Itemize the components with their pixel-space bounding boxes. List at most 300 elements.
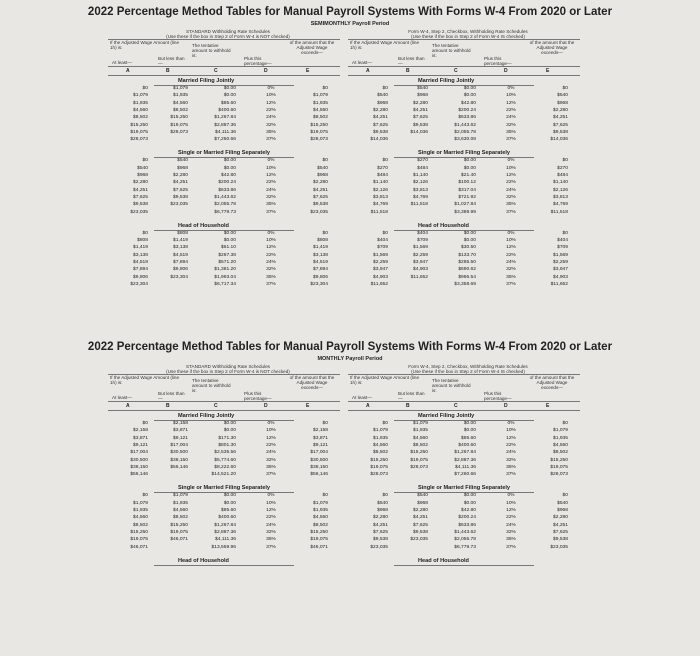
left-month-table-cell: 0% bbox=[267, 493, 275, 499]
left-semi-table-cell: $0.00 bbox=[223, 86, 236, 91]
right-month-table-cell: 32% bbox=[506, 529, 516, 535]
left-semi-col-letter-e: E bbox=[306, 68, 310, 74]
left-month-table-cell: $56,146 bbox=[130, 472, 148, 478]
left-month-table-cell: $1,079 bbox=[173, 493, 188, 499]
right-semi-table-cell: $1,140 bbox=[373, 180, 388, 186]
left-month-table-cell: 24% bbox=[266, 522, 276, 528]
right-semi-table-cell: 12% bbox=[506, 100, 516, 106]
left-month-table-cell: $0.00 bbox=[223, 421, 236, 426]
left-semi-header-rule-top bbox=[108, 39, 340, 40]
right-semi-table-cell: $2,259 bbox=[413, 252, 428, 258]
left-semi-table-cell: $1,935 bbox=[173, 93, 188, 99]
right-month-table-cell: $8,502 bbox=[373, 450, 388, 456]
right-month-table-cell: $0 bbox=[562, 493, 568, 499]
right-semi-table-cell: $4,769 bbox=[413, 194, 428, 200]
left-semi-table-cell: $0 bbox=[142, 86, 148, 91]
left-month-table-cell: $46,071 bbox=[170, 537, 188, 543]
right-month-table-cell: $19,075 bbox=[550, 464, 568, 470]
right-semi-table-cell: $11,652 bbox=[370, 281, 388, 287]
right-month-table-cell: 10% bbox=[506, 500, 516, 506]
left-semi-table-cell: $9,538 bbox=[173, 194, 188, 200]
right-month-table-cell: $0 bbox=[382, 493, 388, 499]
left-month-table-cell: $4,111.36 bbox=[214, 537, 236, 543]
right-month-col-letter-b: B bbox=[406, 403, 410, 409]
right-semi-table-cell: 10% bbox=[506, 165, 516, 171]
right-semi-table-cell: $709 bbox=[557, 245, 568, 251]
right-month-table-cell: $85.60 bbox=[461, 435, 476, 441]
right-semi-table-cell: 24% bbox=[506, 260, 516, 265]
left-semi-table-cell: $6,717.34 bbox=[214, 281, 236, 287]
right-semi-table-cell: 12% bbox=[506, 173, 516, 178]
left-month-table-cell: $1,267.84 bbox=[214, 522, 236, 528]
left-semi-table-cell: $28,073 bbox=[310, 137, 328, 143]
right-semi-table-cell: $0 bbox=[562, 230, 568, 236]
left-month-table-cell: $0 bbox=[322, 421, 328, 426]
left-semi-table-cell: $4,560 bbox=[133, 107, 148, 113]
left-month-table-cell: $46,071 bbox=[130, 544, 148, 550]
right-semi-table-cell: $0 bbox=[562, 158, 568, 164]
right-semi-table-cell: $14,036 bbox=[370, 137, 388, 143]
left-month-table-cell: $38,150 bbox=[170, 457, 188, 463]
right-semi-table-cell: $1,569 bbox=[553, 252, 568, 258]
right-semi-col-letter-d: D bbox=[504, 68, 508, 74]
left-month-table-cell: $1,935 bbox=[173, 500, 188, 506]
right-month-table-cell: $4,560 bbox=[413, 435, 428, 441]
right-semi-table-cell: $484 bbox=[377, 173, 388, 178]
left-semi-table-cell: $61.10 bbox=[221, 245, 236, 251]
left-semi-table-cell: $7,625 bbox=[133, 194, 148, 200]
right-semi-table-cell: $1,569 bbox=[373, 252, 388, 258]
right-semi-table-cell: 10% bbox=[506, 93, 516, 99]
left-month-table-cell: 12% bbox=[266, 508, 276, 513]
right-month-section-heading: Head of Household bbox=[418, 557, 469, 564]
right-semi-table-cell: $968 bbox=[417, 93, 428, 99]
left-month-table-cell: $19,075 bbox=[170, 529, 188, 535]
left-month-table-cell: $3,871 bbox=[173, 428, 188, 434]
right-month-table-cell: $540 bbox=[377, 500, 388, 506]
left-semi-table-cell: $968 bbox=[317, 173, 328, 178]
left-semi-table-cell: $1,079 bbox=[173, 86, 188, 91]
right-month-section-heading: Single or Married Filing Separately bbox=[418, 485, 511, 492]
left-semi-table-cell: $633.86 bbox=[218, 187, 236, 193]
period-monthly: MONTHLY Payroll Period bbox=[317, 356, 383, 362]
left-semi-header-rule-bottom bbox=[108, 66, 340, 67]
left-semi-table-cell: $42.80 bbox=[221, 173, 236, 178]
left-semi-table-cell: $4,519 bbox=[173, 252, 188, 258]
left-semi-table-cell: $0 bbox=[322, 230, 328, 236]
right-month-table-cell: $7,625 bbox=[553, 529, 568, 535]
right-month-table-cell: $2,280 bbox=[413, 508, 428, 513]
left-month-table-cell: $3,871 bbox=[133, 435, 148, 441]
right-semi-table-cell: $11,652 bbox=[550, 281, 568, 287]
left-month-letter-rule bbox=[108, 410, 340, 411]
right-semi-table-cell: $11,518 bbox=[550, 209, 568, 215]
right-month-section-rule bbox=[394, 565, 534, 566]
right-semi-table-cell: $4,903 bbox=[553, 274, 568, 280]
left-month-table-cell: $56,146 bbox=[310, 472, 328, 478]
right-semi-table-cell: $0 bbox=[382, 158, 388, 164]
right-semi-table-cell: $3,389.99 bbox=[454, 209, 476, 215]
right-semi-table-cell: $404 bbox=[417, 230, 428, 236]
left-semi-table-cell: 0% bbox=[267, 158, 275, 164]
right-semi-table-cell: $2,126 bbox=[413, 180, 428, 186]
left-semi-table-cell: 22% bbox=[266, 252, 276, 258]
right-month-table-cell: $1,935 bbox=[553, 435, 568, 441]
left-month-table-cell: $15,250 bbox=[130, 529, 148, 535]
left-month-table-cell: $56,146 bbox=[170, 464, 188, 470]
left-month-table-cell: $9,121 bbox=[313, 442, 328, 448]
left-semi-table-cell: 35% bbox=[266, 202, 276, 208]
left-semi-table-cell: $23,304 bbox=[130, 281, 148, 287]
left-month-table-cell: $0 bbox=[322, 493, 328, 499]
right-month-table-cell: $0.00 bbox=[463, 500, 476, 506]
right-semi-table-cell: $2,259 bbox=[553, 260, 568, 265]
right-month-header-rule-top bbox=[348, 374, 580, 375]
left-semi-table-cell: $4,519 bbox=[313, 260, 328, 265]
right-semi-table-cell: 24% bbox=[506, 115, 516, 121]
left-semi-table-cell: $400.60 bbox=[218, 107, 236, 113]
right-month-table-cell: 35% bbox=[506, 537, 516, 543]
left-semi-table-cell: $3,138 bbox=[173, 245, 188, 251]
left-month-table-cell: 22% bbox=[266, 515, 276, 521]
left-month-table-cell: $17,004 bbox=[130, 450, 148, 456]
right-month-table-cell: $2,280 bbox=[553, 515, 568, 521]
right-semi-table-cell: $996.54 bbox=[458, 274, 476, 280]
left-month-table-cell: 37% bbox=[266, 544, 276, 550]
right-month-table-cell: 22% bbox=[506, 442, 516, 448]
right-month-col-butless-head: But less than— bbox=[398, 391, 425, 401]
right-month-table-cell: $1,267.84 bbox=[454, 450, 476, 456]
left-semi-table-cell: $1,443.62 bbox=[214, 194, 236, 200]
left-month-table-cell: $30,500 bbox=[170, 450, 188, 456]
left-semi-table-cell: $0.00 bbox=[223, 230, 236, 236]
right-month-table-cell: $15,250 bbox=[370, 457, 388, 463]
left-month-schedule-heading: STANDARD Withholding Rate Schedules bbox=[186, 364, 270, 369]
right-month-table-cell: $9,538 bbox=[373, 537, 388, 543]
left-semi-table-cell: 35% bbox=[266, 274, 276, 280]
left-month-table-cell: $14,521.20 bbox=[211, 472, 236, 478]
right-semi-table-cell: $968 bbox=[557, 100, 568, 106]
left-semi-table-cell: $0.00 bbox=[223, 93, 236, 99]
left-month-table-cell: 37% bbox=[266, 472, 276, 478]
right-semi-table-cell: 0% bbox=[507, 158, 515, 164]
left-semi-table-cell: $200.24 bbox=[218, 180, 236, 186]
right-semi-table-cell: 32% bbox=[506, 194, 516, 200]
right-semi-table-cell: $3,630.08 bbox=[454, 137, 476, 143]
right-month-table-cell: $42.80 bbox=[461, 508, 476, 513]
right-month-table-cell: $0.00 bbox=[463, 493, 476, 499]
left-semi-table-cell: $1,079 bbox=[313, 93, 328, 99]
left-semi-table-cell: $0.00 bbox=[223, 238, 236, 244]
right-month-table-cell: $8,502 bbox=[553, 450, 568, 456]
left-month-schedule-note: (Use these if the box in Step 2 of Form W-4 is NOT checked) bbox=[166, 369, 290, 374]
left-month-col-letter-b: B bbox=[166, 403, 170, 409]
left-semi-table-cell: $23,304 bbox=[170, 274, 188, 280]
right-month-table-cell: $15,250 bbox=[550, 457, 568, 463]
left-month-table-cell: $0.00 bbox=[223, 500, 236, 506]
right-semi-col-letter-c: C bbox=[454, 68, 458, 74]
right-month-table-cell: 24% bbox=[506, 522, 516, 528]
right-semi-table-cell: $0.00 bbox=[463, 158, 476, 164]
right-semi-table-cell: $3,813 bbox=[373, 194, 388, 200]
left-month-table-cell: $9,121 bbox=[173, 435, 188, 441]
right-semi-table-cell: 37% bbox=[506, 281, 516, 287]
left-month-col-wage-head: If the Adjusted Wage Amount (line 1h) is: bbox=[110, 375, 180, 385]
right-semi-table-cell: 22% bbox=[506, 180, 516, 186]
right-semi-table-cell: $484 bbox=[557, 173, 568, 178]
right-month-table-cell: 12% bbox=[506, 508, 516, 513]
left-semi-table-cell: $19,075 bbox=[130, 129, 148, 135]
left-semi-table-cell: $571.20 bbox=[218, 260, 236, 265]
left-semi-table-cell: $1,935 bbox=[133, 100, 148, 106]
left-semi-table-cell: $7,260.66 bbox=[214, 137, 236, 143]
right-month-col-letter-e: E bbox=[546, 403, 550, 409]
right-month-schedule-note: (Use these if the box in Step 2 of Form W-4 IS checked) bbox=[411, 369, 525, 374]
left-month-table-cell: $1,079 bbox=[313, 500, 328, 506]
right-semi-table-cell: $317.04 bbox=[458, 187, 476, 193]
right-month-table-cell: $4,560 bbox=[373, 442, 388, 448]
right-month-table-cell: $8,502 bbox=[413, 442, 428, 448]
right-semi-table-cell: $0 bbox=[382, 86, 388, 91]
left-month-table-cell: $85.60 bbox=[221, 508, 236, 513]
right-month-table-cell: $4,560 bbox=[553, 442, 568, 448]
right-semi-table-cell: $968 bbox=[377, 100, 388, 106]
right-semi-table-cell: $540 bbox=[417, 86, 428, 91]
right-semi-table-cell: $270 bbox=[377, 165, 388, 171]
left-semi-table-cell: $8,502 bbox=[173, 107, 188, 113]
right-month-col-atleast-head: At least— bbox=[352, 395, 372, 400]
left-semi-table-cell: 32% bbox=[266, 122, 276, 128]
right-month-table-cell: 12% bbox=[506, 435, 516, 441]
left-month-table-cell: $30,500 bbox=[130, 457, 148, 463]
left-semi-table-cell: $0 bbox=[322, 86, 328, 91]
right-semi-table-cell: $14,036 bbox=[550, 137, 568, 143]
left-semi-table-cell: $3,138 bbox=[133, 252, 148, 258]
left-semi-col-butless-head: But less than— bbox=[158, 56, 185, 66]
left-semi-table-cell: $19,075 bbox=[170, 122, 188, 128]
right-month-table-cell: 32% bbox=[506, 457, 516, 463]
right-semi-table-cell: $9,538 bbox=[373, 129, 388, 135]
left-semi-table-cell: $9,806 bbox=[313, 274, 328, 280]
left-semi-table-cell: $968 bbox=[137, 173, 148, 178]
right-semi-table-cell: $7,625 bbox=[553, 122, 568, 128]
left-semi-table-cell: $23,035 bbox=[130, 209, 148, 215]
left-semi-table-cell: $540 bbox=[137, 165, 148, 171]
right-semi-table-cell: $11,518 bbox=[370, 209, 388, 215]
right-semi-table-cell: $540 bbox=[377, 93, 388, 99]
left-semi-table-cell: $15,250 bbox=[130, 122, 148, 128]
left-month-table-cell: 10% bbox=[266, 500, 276, 506]
right-semi-table-cell: 37% bbox=[506, 137, 516, 143]
left-month-table-cell: $400.60 bbox=[218, 515, 236, 521]
left-semi-table-cell: $267.38 bbox=[218, 252, 236, 258]
right-semi-table-cell: $4,251 bbox=[413, 107, 428, 113]
left-semi-col-atleast-head: At least— bbox=[112, 60, 132, 65]
right-semi-col-letter-b: B bbox=[406, 68, 410, 74]
left-semi-table-cell: 37% bbox=[266, 209, 276, 215]
left-semi-table-cell: $7,894 bbox=[173, 260, 188, 265]
right-semi-table-cell: $709 bbox=[377, 245, 388, 251]
left-month-col-letter-e: E bbox=[306, 403, 310, 409]
left-semi-letter-rule bbox=[108, 75, 340, 76]
left-semi-col-letter-c: C bbox=[214, 68, 218, 74]
right-semi-col-wage-head: If the Adjusted Wage Amount (line 1h) is: bbox=[350, 40, 420, 50]
left-semi-table-cell: $19,075 bbox=[310, 129, 328, 135]
right-semi-table-cell: $14,036 bbox=[410, 129, 428, 135]
left-month-header-rule-bottom bbox=[108, 401, 340, 402]
right-semi-table-cell: $11,652 bbox=[410, 274, 428, 280]
left-semi-table-cell: $4,560 bbox=[173, 100, 188, 106]
title-monthly: 2022 Percentage Method Tables for Manual Payroll Systems With Forms W-4 From 2020 or Later bbox=[87, 341, 613, 353]
right-semi-table-cell: 12% bbox=[506, 245, 516, 251]
left-month-table-cell: $2,158 bbox=[133, 428, 148, 434]
left-semi-col-exceeds-head: of the amount that the Adjusted Wage exceeds— bbox=[289, 40, 335, 55]
right-semi-table-cell: $3,947 bbox=[373, 267, 388, 273]
right-semi-table-cell: $285.50 bbox=[458, 260, 476, 265]
right-month-table-cell: $1,079 bbox=[553, 428, 568, 434]
right-semi-table-cell: $4,251 bbox=[373, 115, 388, 121]
right-month-table-cell: $9,538 bbox=[413, 529, 428, 535]
right-month-table-cell: $7,625 bbox=[413, 522, 428, 528]
right-month-letter-rule bbox=[348, 410, 580, 411]
right-month-section-heading: Married Filing Jointly bbox=[418, 413, 475, 419]
left-semi-table-cell: 22% bbox=[266, 180, 276, 186]
left-semi-table-cell: $0 bbox=[142, 158, 148, 164]
left-month-table-cell: $5,774.60 bbox=[214, 457, 236, 463]
left-month-table-cell: 12% bbox=[266, 435, 276, 441]
right-semi-table-cell: $30.50 bbox=[461, 245, 476, 251]
left-semi-section-heading: Single or Married Filing Separately bbox=[178, 150, 271, 157]
right-semi-table-cell: $2,280 bbox=[373, 107, 388, 113]
left-semi-table-cell: $1,419 bbox=[173, 238, 188, 244]
left-semi-table-cell: $808 bbox=[137, 238, 148, 244]
left-semi-col-tentative-head: The tentative amount to withhold is: bbox=[192, 43, 231, 58]
right-semi-table-cell: $2,280 bbox=[413, 100, 428, 106]
right-semi-table-cell: $0.00 bbox=[463, 230, 476, 236]
right-semi-table-cell: $0 bbox=[382, 230, 388, 236]
right-semi-table-cell: $2,126 bbox=[553, 187, 568, 193]
right-month-table-cell: $19,075 bbox=[370, 464, 388, 470]
left-semi-table-cell: $23,304 bbox=[310, 281, 328, 287]
left-semi-table-cell: $0.00 bbox=[223, 165, 236, 171]
left-semi-table-cell: 10% bbox=[266, 93, 276, 99]
left-semi-table-cell: $3,138 bbox=[313, 252, 328, 258]
right-month-col-tentative-head: The tentative amount to withhold is: bbox=[432, 378, 471, 393]
left-month-col-tentative-head: The tentative amount to withhold is: bbox=[192, 378, 231, 393]
right-month-table-cell: 35% bbox=[506, 464, 516, 470]
right-month-table-cell: $633.86 bbox=[458, 522, 476, 528]
left-semi-table-cell: $9,806 bbox=[173, 267, 188, 273]
left-semi-table-cell: 37% bbox=[266, 137, 276, 143]
left-semi-table-cell: $23,035 bbox=[310, 209, 328, 215]
right-semi-table-cell: 32% bbox=[506, 267, 516, 273]
left-month-table-cell: 24% bbox=[266, 450, 276, 456]
right-semi-table-cell: $484 bbox=[417, 165, 428, 171]
right-month-table-cell: $4,251 bbox=[553, 522, 568, 528]
left-month-col-exceeds-head: of the amount that the Adjusted Wage exceeds— bbox=[289, 375, 335, 390]
left-month-table-cell: $0 bbox=[142, 493, 148, 499]
right-semi-table-cell: $3,358.69 bbox=[454, 281, 476, 287]
right-semi-table-cell: $7,625 bbox=[373, 122, 388, 128]
left-semi-table-cell: $1,935 bbox=[313, 100, 328, 106]
left-month-table-cell: $4,560 bbox=[133, 515, 148, 521]
left-semi-table-cell: 37% bbox=[266, 281, 276, 287]
left-month-table-cell: $2,535.56 bbox=[214, 450, 236, 456]
right-semi-table-cell: $0.00 bbox=[463, 93, 476, 99]
left-month-table-cell: 35% bbox=[266, 537, 276, 543]
left-semi-table-cell: 0% bbox=[267, 86, 275, 91]
left-month-table-cell: 35% bbox=[266, 464, 276, 470]
right-semi-table-cell: $4,903 bbox=[373, 274, 388, 280]
right-semi-table-cell: $270 bbox=[557, 165, 568, 171]
right-month-table-cell: $28,073 bbox=[410, 464, 428, 470]
right-semi-table-cell: $3,947 bbox=[413, 260, 428, 265]
right-month-table-cell: $1,935 bbox=[413, 428, 428, 434]
right-semi-table-cell: $2,259 bbox=[373, 260, 388, 265]
right-month-table-cell: 0% bbox=[507, 421, 515, 426]
right-semi-table-cell: $200.24 bbox=[458, 107, 476, 113]
right-semi-table-cell: 0% bbox=[507, 86, 515, 91]
left-semi-col-letter-a: A bbox=[126, 68, 130, 74]
left-semi-table-cell: $4,251 bbox=[133, 187, 148, 193]
right-semi-schedule-heading: Form W-4, Step 2, Checkbox, Withholding Rate Schedules bbox=[408, 29, 528, 34]
right-semi-table-cell: 10% bbox=[506, 238, 516, 244]
left-semi-table-cell: 24% bbox=[266, 115, 276, 121]
right-semi-table-cell: 22% bbox=[506, 252, 516, 258]
left-semi-table-cell: $2,887.36 bbox=[214, 122, 236, 128]
right-month-table-cell: $0.00 bbox=[463, 428, 476, 434]
right-month-table-cell: $200.24 bbox=[458, 515, 476, 521]
right-month-col-wage-head: If the Adjusted Wage Amount (line 1h) is: bbox=[350, 375, 420, 385]
right-semi-table-cell: $11,518 bbox=[410, 202, 428, 208]
left-semi-table-cell: 10% bbox=[266, 165, 276, 171]
left-month-table-cell: $801.30 bbox=[218, 442, 236, 448]
left-semi-table-cell: 24% bbox=[266, 260, 276, 265]
right-semi-table-cell: $1,140 bbox=[553, 180, 568, 186]
right-month-table-cell: $4,251 bbox=[373, 522, 388, 528]
period-semimonthly: SEMIMONTHLY Payroll Period bbox=[310, 21, 390, 27]
right-semi-table-cell: $709 bbox=[417, 238, 428, 244]
left-semi-table-cell: $4,560 bbox=[313, 107, 328, 113]
right-semi-table-cell: 35% bbox=[506, 202, 516, 208]
left-semi-table-cell: 12% bbox=[266, 100, 276, 106]
right-month-table-cell: $23,035 bbox=[410, 537, 428, 543]
left-semi-table-cell: $1,267.84 bbox=[214, 115, 236, 121]
right-semi-table-cell: $3,813 bbox=[413, 187, 428, 193]
left-semi-table-cell: $1,381.20 bbox=[214, 267, 236, 273]
right-month-table-cell: $0 bbox=[382, 421, 388, 426]
right-semi-table-cell: $42.80 bbox=[461, 100, 476, 106]
left-month-table-cell: $19,075 bbox=[130, 537, 148, 543]
left-semi-table-cell: $8,502 bbox=[133, 115, 148, 121]
left-month-col-atleast-head: At least— bbox=[112, 395, 132, 400]
right-semi-table-cell: $9,538 bbox=[413, 122, 428, 128]
right-month-table-cell: $4,251 bbox=[413, 515, 428, 521]
left-semi-table-cell: $15,250 bbox=[170, 115, 188, 121]
left-semi-section-heading: Married Filing Jointly bbox=[178, 78, 235, 84]
left-semi-table-cell: $808 bbox=[177, 230, 188, 236]
right-semi-table-cell: 37% bbox=[506, 209, 516, 215]
left-month-table-cell: $171.30 bbox=[218, 435, 236, 441]
left-semi-table-cell: $2,280 bbox=[133, 180, 148, 186]
left-month-section-heading: Single or Married Filing Separately bbox=[178, 485, 271, 492]
left-month-section-rule bbox=[154, 565, 294, 566]
left-semi-table-cell: $7,894 bbox=[313, 267, 328, 273]
left-semi-table-cell: 35% bbox=[266, 129, 276, 135]
left-month-table-cell: $19,075 bbox=[310, 537, 328, 543]
right-semi-table-cell: 22% bbox=[506, 107, 516, 113]
right-month-table-cell: $19,075 bbox=[410, 457, 428, 463]
